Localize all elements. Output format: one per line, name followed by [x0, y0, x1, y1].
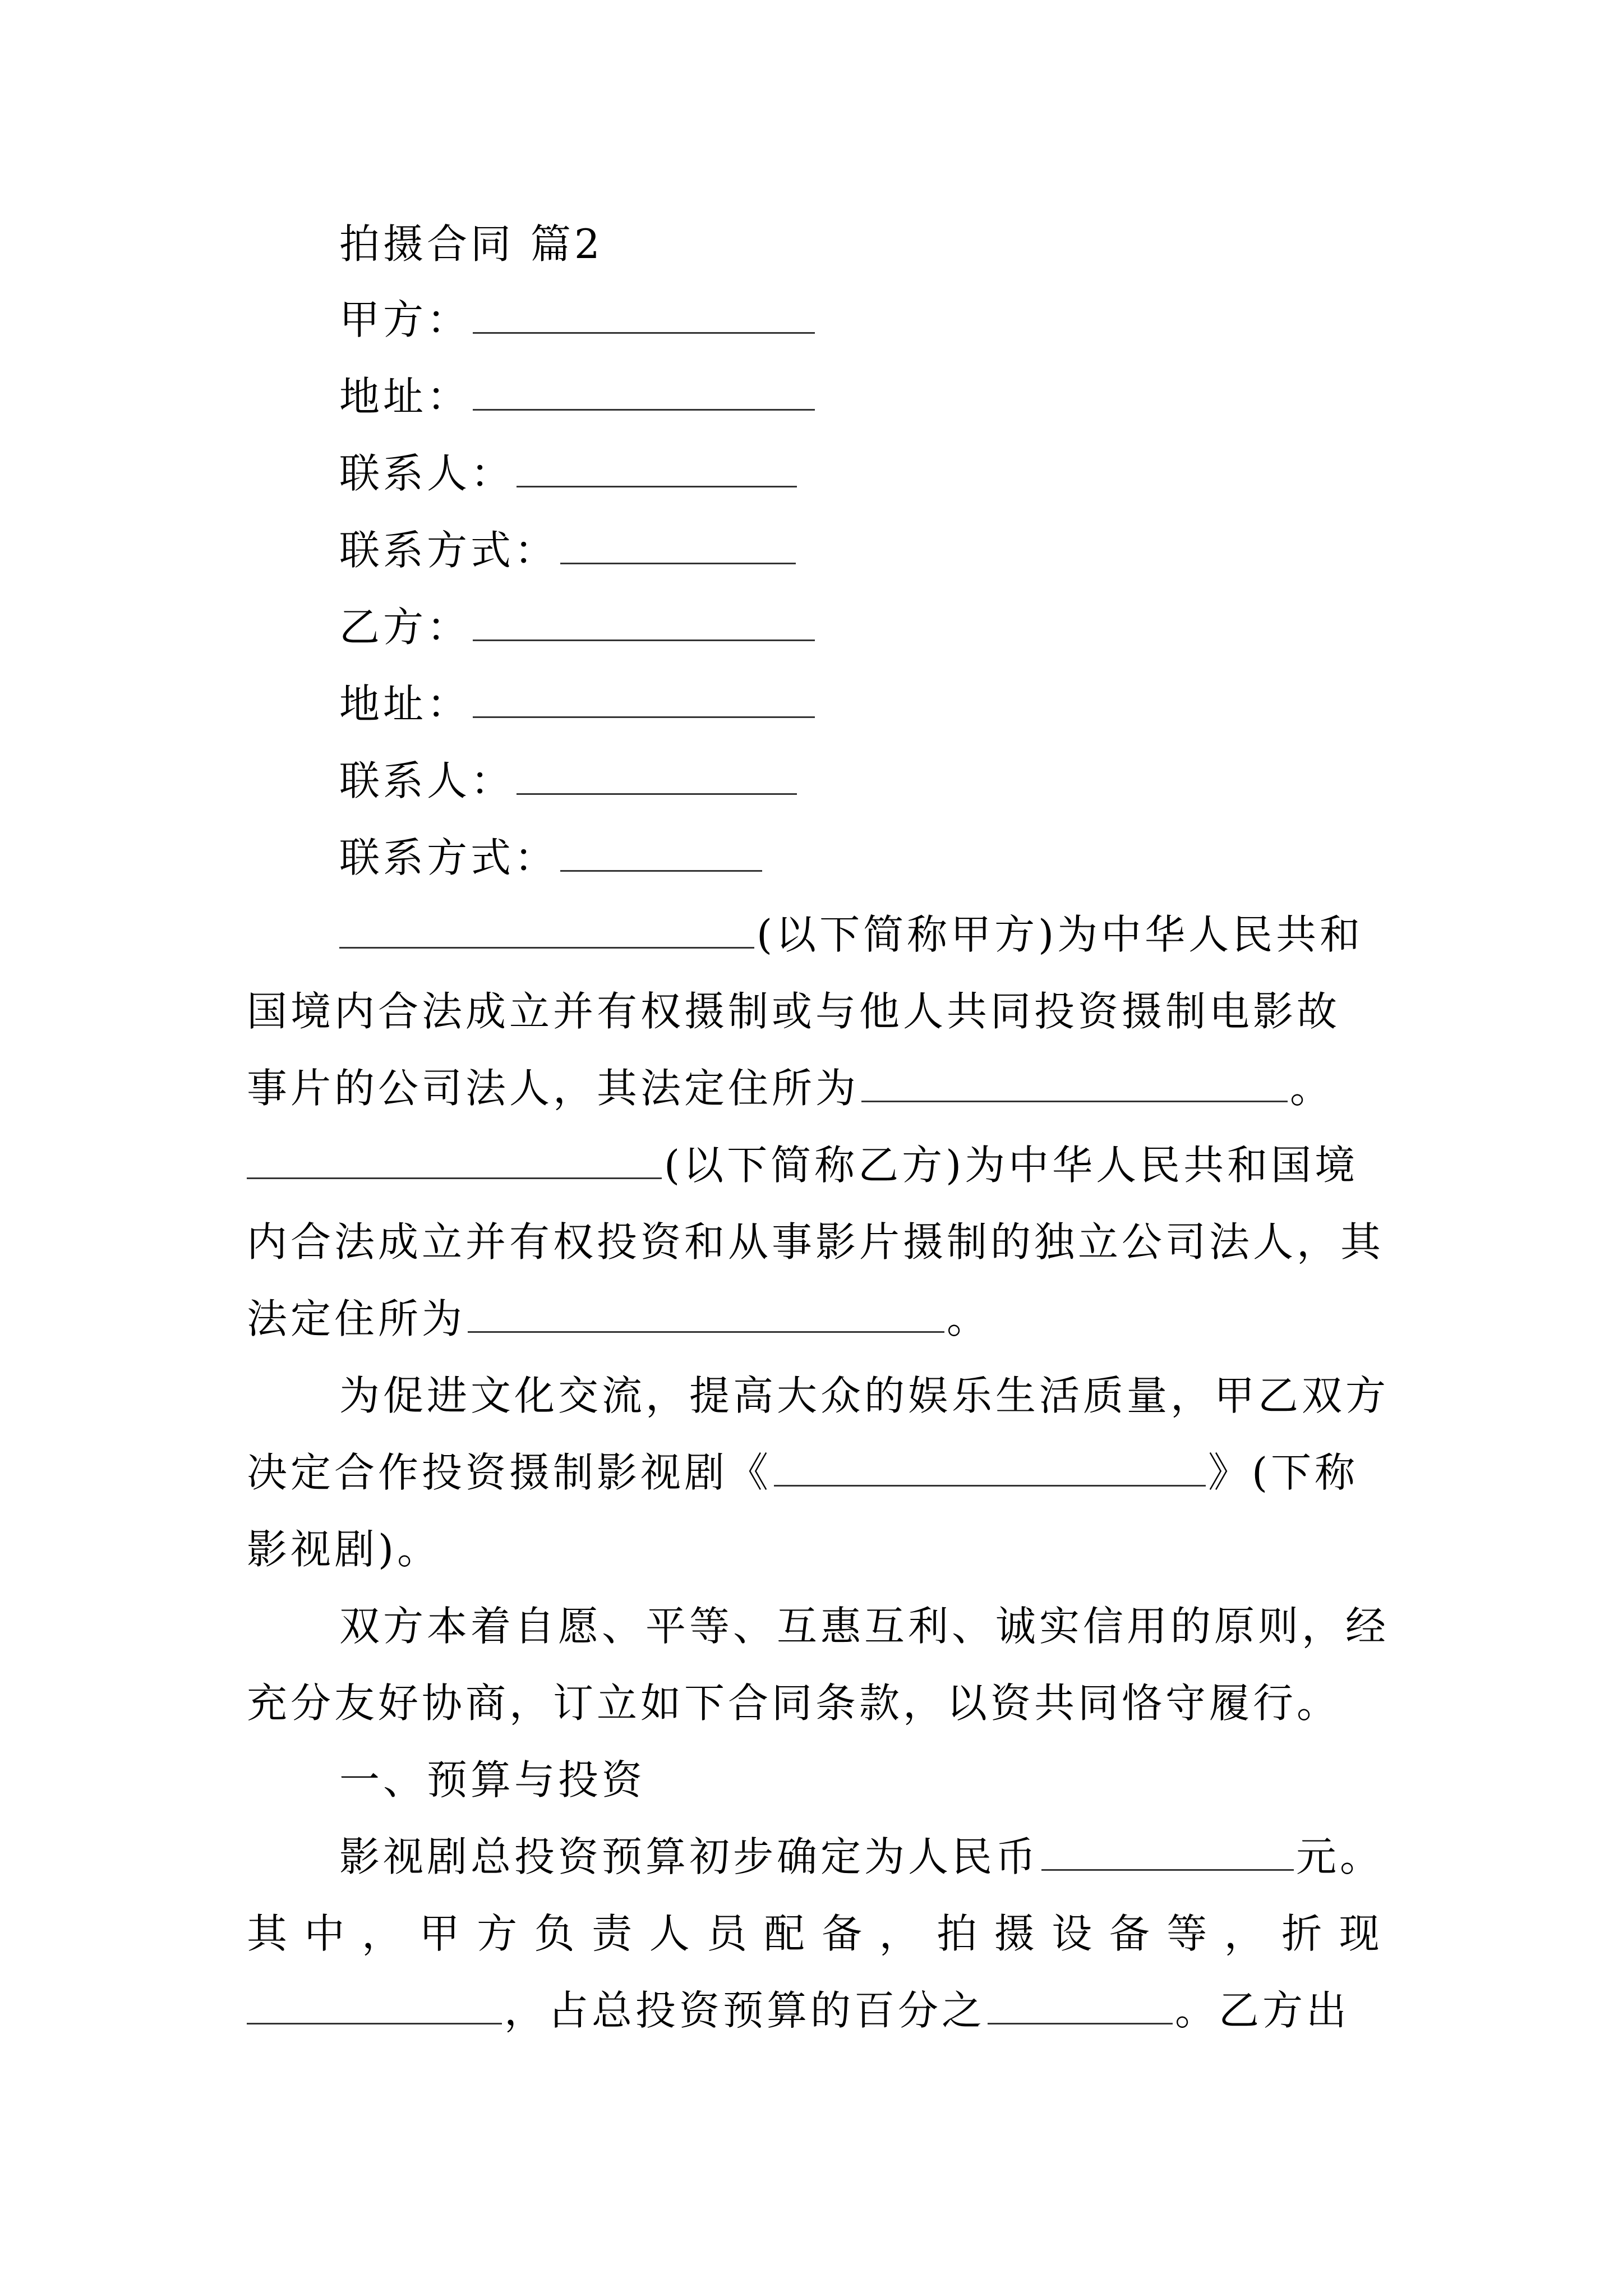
justified-char: 员: [707, 1910, 748, 1957]
total-budget-blank[interactable]: [1041, 1832, 1294, 1871]
section-1-text: ，占总投资预算的百分之: [504, 1987, 986, 2034]
party-b-contact-label: 联系人：: [339, 757, 515, 804]
party-a-method-label: 联系方式：: [339, 527, 559, 574]
document-title: 拍摄合同 篇2: [339, 220, 603, 268]
justified-char: 设: [1052, 1910, 1092, 1957]
party-b-domicile-blank[interactable]: [468, 1294, 944, 1333]
principle-line-2: 充分友好协商，订立如下合同条款，以资共同恪守履行。: [247, 1680, 1341, 1727]
section-1-line-3: [247, 1982, 1380, 2039]
party-b-address-row: [339, 676, 1382, 732]
intro-b-line-2: 内合法成立并有权投资和从事影片摄制的独立公司法人，其: [247, 1218, 1385, 1266]
party-a-method-row: [339, 522, 1382, 578]
justified-char: 备: [822, 1910, 863, 1957]
purpose-text: 决定合作投资摄制影视剧《: [247, 1449, 772, 1496]
justified-char: 备: [1109, 1910, 1150, 1957]
justified-char: 配: [764, 1910, 805, 1957]
justified-char: 现: [1339, 1910, 1380, 1957]
intro-b-line-1: [247, 1137, 1380, 1193]
justified-char: ，: [362, 1910, 403, 1957]
principle-line-1: 双方本着自愿、平等、互惠互利、诚实信用的原则，经: [339, 1603, 1390, 1650]
intro-b-text: (以下简称乙方)为中华人民共和国境: [664, 1142, 1359, 1189]
party-b-fullname-blank[interactable]: [247, 1140, 662, 1179]
party-a-method-blank[interactable]: [560, 526, 796, 564]
party-b-name-label: 乙方：: [339, 604, 471, 651]
party-a-name-label: 甲方：: [339, 296, 471, 343]
party-b-name-row: [339, 599, 1382, 655]
purpose-line-3: 影视剧)。: [247, 1526, 441, 1573]
intro-a-line-2: 国境内合法成立并有权摄制或与他人共同投资摄制电影故: [247, 988, 1341, 1035]
justified-char: 拍: [937, 1910, 978, 1957]
justified-char: 甲: [419, 1910, 460, 1957]
purpose-text: 》(下称: [1208, 1449, 1359, 1496]
party-a-name-blank[interactable]: [473, 295, 815, 334]
party-b-contact-row: [339, 753, 1382, 809]
drama-title-blank[interactable]: [774, 1448, 1206, 1487]
party-a-address-row: [339, 369, 1382, 425]
party-a-name-row: [339, 292, 1382, 348]
party-b-address-blank[interactable]: [473, 679, 815, 718]
intro-a-line-3: [247, 1060, 1380, 1116]
party-a-contact-row: [339, 445, 1382, 501]
intro-a-line-1: [339, 907, 1382, 963]
justified-char: 责: [592, 1910, 633, 1957]
party-b-method-label: 联系方式：: [339, 834, 559, 881]
party-a-contact-label: 联系人：: [339, 450, 515, 497]
purpose-line-1: 为促进文化交流，提高大众的娱乐生活质量，甲乙双方: [339, 1372, 1390, 1419]
party-b-name-blank[interactable]: [473, 602, 815, 641]
intro-b-line-3: [247, 1291, 1380, 1347]
justified-char: 中: [304, 1910, 345, 1957]
party-b-method-row: [339, 830, 1382, 886]
intro-a-text: (以下简称甲方)为中华人民共和: [757, 911, 1364, 958]
justified-char: 等: [1166, 1910, 1207, 1957]
section-1-text: 。乙方出: [1175, 1987, 1350, 2034]
party-a-domicile-blank[interactable]: [861, 1064, 1288, 1102]
section-1-text: 影视剧总投资预算初步确定为人民币: [339, 1833, 1040, 1880]
justified-char: ，: [879, 1910, 920, 1957]
party-b-contact-blank[interactable]: [517, 756, 797, 795]
purpose-line-2: [247, 1444, 1380, 1501]
party-a-fullname-blank[interactable]: [339, 910, 754, 949]
justified-char: 方: [477, 1910, 518, 1957]
party-a-address-label: 地址：: [339, 373, 471, 420]
party-a-address-blank[interactable]: [473, 372, 815, 411]
party-a-percentage-blank[interactable]: [988, 1986, 1173, 2024]
party-b-address-label: 地址：: [339, 680, 471, 728]
justified-char: 其: [247, 1910, 288, 1957]
intro-b-text: 法定住所为: [247, 1295, 466, 1342]
party-a-contact-blank[interactable]: [517, 449, 797, 487]
intro-b-period: 。: [947, 1295, 991, 1342]
justified-char: 摄: [994, 1910, 1035, 1957]
justified-char: 人: [649, 1910, 690, 1957]
section-1-heading: 一、预算与投资: [339, 1756, 646, 1803]
party-b-method-blank[interactable]: [560, 833, 762, 872]
intro-a-period: 。: [1290, 1065, 1334, 1112]
party-a-cash-value-blank[interactable]: [247, 1986, 502, 2024]
section-1-line-2: [247, 1906, 1380, 1962]
section-1-text: 元。: [1296, 1833, 1384, 1880]
justified-char: ，: [1224, 1910, 1265, 1957]
intro-a-text: 事片的公司法人，其法定住所为: [247, 1065, 860, 1112]
justified-char: 负: [534, 1910, 575, 1957]
section-1-line-1: [339, 1829, 1438, 1885]
justified-char: 折: [1281, 1910, 1322, 1957]
